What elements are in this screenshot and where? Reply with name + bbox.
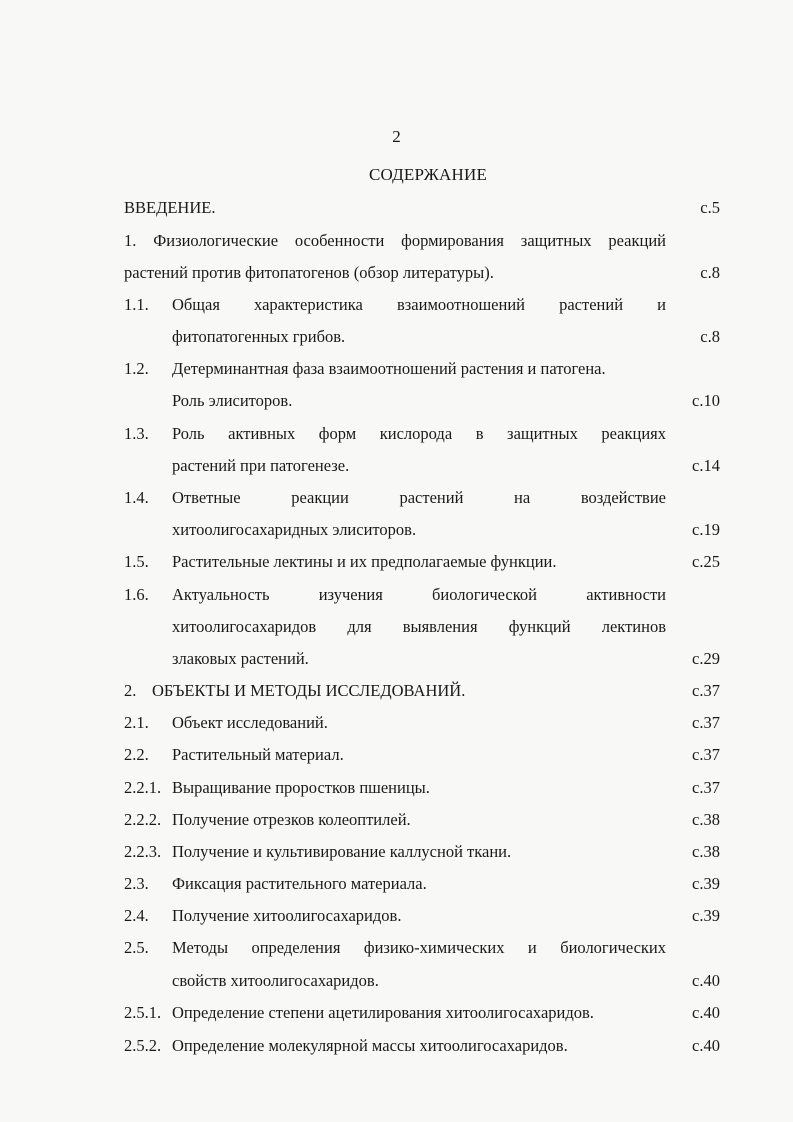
toc-entry-2-2-1-number: 2.2.1. [124,778,162,797]
toc-entry-2-3-page: с.39 [692,874,720,893]
toc-entry-2-5-line1: Методы определения физико-химических и биологических [172,938,666,957]
toc-entry-1-5-line1: Растительные лектины и их предполагаемые функции. [172,552,557,571]
toc-entry-2-2-1-page: с.37 [692,778,720,797]
toc-entry-2-4-label: Получение хитоолигосахаридов. [172,906,402,925]
toc-entry-2-5-line2: свойств хитоолигосахаридов. [172,971,379,990]
toc-entry-2-2-3-number: 2.2.3. [124,842,162,861]
toc-entry-2-4-number: 2.4. [124,906,149,925]
toc-entry-1-2-line2: Роль элиситоров. [172,391,293,410]
toc-entry-1-6-line3: злаковых растений. [172,649,309,668]
toc-entry-2-2-3-label: Получение и культивирование каллусной ткани. [172,842,512,861]
toc-entry-ch2-number: 2. [124,681,137,700]
toc-entry-2-2-2-page: с.38 [692,810,720,829]
toc-entry-2-1-label: Объект исследований. [172,713,328,732]
toc-entry-1-2-line1: Детерминантная фаза взаимоотношений растения и патогена. [172,359,606,378]
toc-entry-1-1-page: с.8 [700,327,720,346]
toc-entry-2-4-page: с.39 [692,906,720,925]
toc-entry-2-5-2-label: Определение молекулярной массы хитоолигосахаридов. [172,1036,568,1055]
toc-entry-1-6-line2: хитоолигосахаридов для выявления функций лектинов [172,617,666,636]
toc-entry-1-1-line1: Общая характеристика взаимоотношений растений и [172,295,666,314]
toc-entry-2-2-number: 2.2. [124,745,149,764]
toc-entry-1-1-line2: фитопатогенных грибов. [172,327,346,346]
toc-entry-intro-page: с.5 [700,198,720,217]
toc-entry-2-2-3-page: с.38 [692,842,720,861]
toc-entry-1-5-page: с.25 [692,552,720,571]
toc-entry-2-5-2-page: с.40 [692,1036,720,1055]
toc-entry-2-5-1-label: Определение степени ацетилирования хитоолигосахаридов. [172,1003,594,1022]
toc-entry-2-2-label: Растительный материал. [172,745,344,764]
toc-entry-2-2-2-number: 2.2.2. [124,810,162,829]
toc-entry-1-3-line1: Роль активных форм кислорода в защитных реакциях [172,424,666,443]
toc-entry-2-2-2-label: Получение отрезков колеоптилей. [172,810,411,829]
toc-entry-2-2-page: с.37 [692,745,720,764]
toc-entry-ch1-line1: 1. Физиологические особенности формирования защитных реакций [124,231,666,250]
toc-entry-intro-label: ВВЕДЕНИЕ. [124,198,216,217]
toc-entry-ch2-label: ОБЪЕКТЫ И МЕТОДЫ ИССЛЕДОВАНИЙ. [152,681,466,700]
toc-entry-2-1-page: с.37 [692,713,720,732]
toc-entry-1-5-number: 1.5. [124,552,149,571]
toc-entry-2-5-number: 2.5. [124,938,149,957]
toc-entry-2-5-1-number: 2.5.1. [124,1003,162,1022]
toc-entry-1-6-number: 1.6. [124,585,149,604]
toc-entry-1-4-number: 1.4. [124,488,149,507]
toc-entry-1-4-line2: хитоолигосахаридных элиситоров. [172,520,417,539]
toc-entry-1-4-line1: Ответные реакции растений на воздействие [172,488,666,507]
toc-entry-1-2-number: 1.2. [124,359,149,378]
toc-entry-1-6-page: с.29 [692,649,720,668]
toc-entry-1-3-number: 1.3. [124,424,149,443]
toc-entry-1-3-line2: растений при патогенезе. [172,456,350,475]
toc-entry-ch2-page: с.37 [692,681,720,700]
toc-entry-2-5-1-page: с.40 [692,1003,720,1022]
toc-entry-2-2-1-label: Выращивание проростков пшеницы. [172,778,430,797]
toc-entry-1-2-page: с.10 [692,391,720,410]
toc-entry-1-1-number: 1.1. [124,295,149,314]
toc-entry-1-3-page: с.14 [692,456,720,475]
toc-entry-2-5-page: с.40 [692,971,720,990]
toc-entry-1-6-line1: Актуальность изучения биологической активности [172,585,666,604]
page-number: 2 [392,127,401,146]
toc-entry-ch1-page: с.8 [700,263,720,282]
toc-entry-1-4-page: с.19 [692,520,720,539]
toc-entry-2-3-number: 2.3. [124,874,149,893]
toc-title: СОДЕРЖАНИЕ [368,165,488,184]
toc-entry-2-1-number: 2.1. [124,713,149,732]
toc-entry-2-5-2-number: 2.5.2. [124,1036,162,1055]
toc-entry-ch1-line2: растений против фитопатогенов (обзор литературы). [124,263,494,282]
toc-entry-2-3-label: Фиксация растительного материала. [172,874,427,893]
